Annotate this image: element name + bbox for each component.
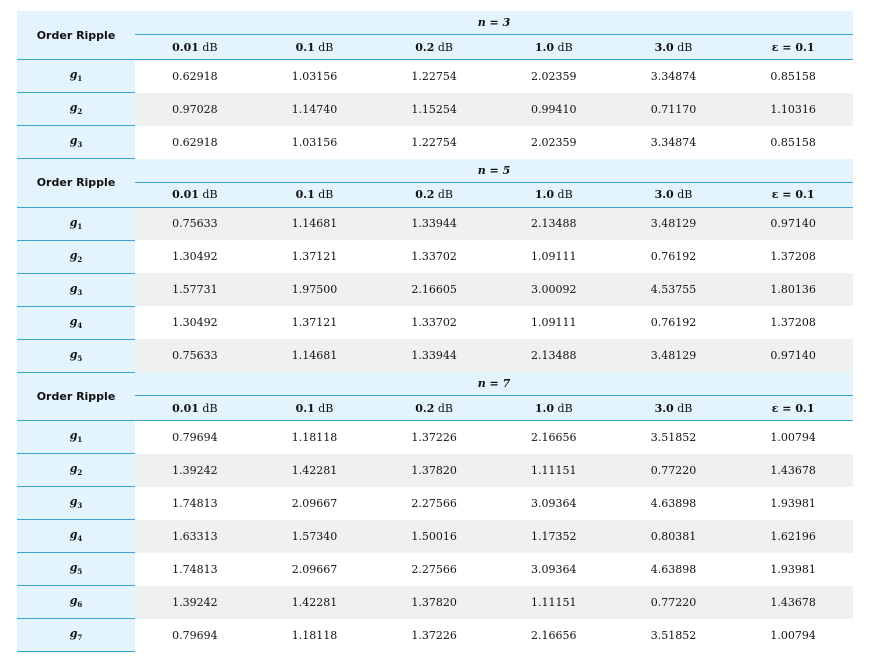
chebyshev-coefficient-table	[17, 11, 853, 652]
coefficient-cell: 2.13488	[494, 339, 614, 372]
coefficient-cell: 0.77220	[614, 586, 734, 619]
column-header-unit: dB	[314, 40, 334, 54]
coefficient-cell: 1.62196	[733, 520, 853, 553]
coefficient-cell: 1.50016	[374, 520, 494, 553]
table-row	[17, 60, 853, 93]
row-label	[17, 487, 135, 520]
column-header-unit: dB	[554, 40, 573, 54]
coefficient-cell: 0.77220	[614, 454, 734, 487]
coefficient-cell: 1.17352	[494, 520, 614, 553]
coefficient-cell: 3.48129	[614, 339, 734, 372]
row-label-index: 7	[77, 633, 83, 643]
column-header-value: 0.2	[415, 188, 435, 201]
column-header-unit: dB	[314, 401, 334, 415]
column-header-value: 3.0	[654, 188, 674, 201]
coefficient-cell: 1.30492	[135, 240, 255, 273]
coefficient-cell: 0.75633	[135, 207, 255, 240]
coefficient-cell: 2.02359	[494, 60, 614, 93]
table-row	[17, 339, 853, 372]
row-label-symbol: g	[69, 528, 78, 542]
coefficient-cell: 0.71170	[614, 93, 734, 126]
row-label-symbol: g	[69, 462, 78, 476]
column-header-row	[17, 396, 853, 421]
row-label-index: 6	[77, 600, 83, 610]
coefficient-cell: 1.42281	[255, 586, 375, 619]
coefficient-cell: 1.57731	[135, 273, 255, 306]
column-header	[733, 35, 853, 60]
coefficient-cell: 1.43678	[733, 586, 853, 619]
coefficient-cell: 0.79694	[135, 619, 255, 652]
section-title-row	[17, 11, 853, 35]
column-header-value: 1.0	[534, 401, 555, 415]
table-row	[17, 93, 853, 126]
coefficient-cell: 1.14740	[255, 93, 375, 126]
section-title: n = 7	[135, 372, 853, 396]
table-row	[17, 619, 853, 652]
coefficient-cell: 2.02359	[494, 126, 614, 159]
coefficient-cell: 3.34874	[614, 126, 734, 159]
table-row	[17, 421, 853, 454]
row-label-index: 4	[77, 321, 83, 331]
coefficient-cell: 1.22754	[374, 60, 494, 93]
coefficient-cell: 2.16656	[494, 421, 614, 454]
column-header-unit: dB	[198, 188, 218, 201]
row-label	[17, 454, 135, 487]
row-label	[17, 273, 135, 306]
row-label-index: 2	[77, 107, 83, 117]
column-header	[135, 182, 255, 207]
coefficient-cell: 3.51852	[614, 421, 734, 454]
coefficient-cell: 1.00794	[733, 619, 853, 652]
coefficient-cell: 2.16605	[374, 273, 494, 306]
column-header-unit: dB	[673, 40, 693, 54]
coefficient-cell: 3.09364	[494, 553, 614, 586]
section-title: n = 5	[135, 159, 853, 183]
column-header-value: 0.1	[295, 401, 315, 415]
coefficient-cell: 2.13488	[494, 207, 614, 240]
coefficient-cell: 4.53755	[614, 273, 734, 306]
row-label-symbol: g	[69, 101, 78, 115]
coefficient-cell: 1.57340	[255, 520, 375, 553]
column-header-unit: dB	[554, 401, 573, 415]
coefficient-cell: 2.09667	[255, 553, 375, 586]
coefficient-cell: 1.42281	[255, 454, 375, 487]
order-ripple-label: Order Ripple	[17, 11, 135, 60]
coefficient-cell: 0.62918	[135, 126, 255, 159]
column-header-value: 0.01	[172, 401, 199, 415]
row-label-symbol: g	[69, 248, 78, 262]
row-label-symbol: g	[69, 215, 78, 229]
coefficient-cell: 1.39242	[135, 454, 255, 487]
column-header-value: 0.01	[172, 40, 199, 54]
table-row	[17, 126, 853, 159]
coefficient-cell: 0.85158	[733, 60, 853, 93]
row-label-index: 1	[77, 222, 83, 232]
row-label	[17, 619, 135, 652]
coefficient-cell: 1.33944	[374, 339, 494, 372]
section-title-row	[17, 159, 853, 183]
coefficient-cell: 1.22754	[374, 126, 494, 159]
row-label-symbol: g	[69, 429, 78, 443]
coefficient-cell: 1.00794	[733, 421, 853, 454]
column-header	[374, 35, 494, 60]
column-header	[135, 396, 255, 421]
column-header	[374, 396, 494, 421]
column-header-value: ε = 0.1	[771, 188, 815, 201]
coefficient-cell: 0.62918	[135, 60, 255, 93]
table-row	[17, 586, 853, 619]
section-title: n = 3	[135, 11, 853, 35]
row-label-symbol: g	[69, 314, 78, 328]
section-title-row	[17, 372, 853, 396]
coefficient-cell: 3.51852	[614, 619, 734, 652]
coefficient-cell: 1.09111	[494, 240, 614, 273]
column-header-row	[17, 182, 853, 207]
column-header-value: 1.0	[534, 40, 555, 54]
table-row	[17, 273, 853, 306]
coefficient-cell: 1.14681	[255, 207, 375, 240]
column-header	[374, 182, 494, 207]
row-label-symbol: g	[69, 495, 78, 509]
coefficient-cell: 1.37820	[374, 454, 494, 487]
row-label-index: 3	[77, 288, 83, 298]
row-label-symbol: g	[69, 134, 78, 148]
coefficient-cell: 0.76192	[614, 240, 734, 273]
coefficient-cell: 2.09667	[255, 487, 375, 520]
coefficient-cell: 1.93981	[733, 553, 853, 586]
coefficient-cell: 1.97500	[255, 273, 375, 306]
table-row	[17, 306, 853, 339]
column-header	[135, 35, 255, 60]
coefficient-cell: 1.39242	[135, 586, 255, 619]
column-header-value: ε = 0.1	[771, 40, 815, 54]
coefficient-cell: 0.85158	[733, 126, 853, 159]
column-header-unit: dB	[434, 40, 454, 54]
coefficient-cell: 1.18118	[255, 421, 375, 454]
coefficient-cell: 1.37226	[374, 421, 494, 454]
column-header-unit: dB	[434, 401, 454, 415]
coefficient-cell: 4.63898	[614, 487, 734, 520]
column-header-value: 3.0	[654, 401, 674, 415]
coefficient-cell: 1.30492	[135, 306, 255, 339]
table-row	[17, 520, 853, 553]
column-header	[614, 396, 734, 421]
coefficient-cell: 1.33944	[374, 207, 494, 240]
row-label-index: 3	[77, 140, 83, 150]
coefficient-cell: 4.63898	[614, 553, 734, 586]
coefficient-cell: 1.93981	[733, 487, 853, 520]
table-row	[17, 240, 853, 273]
row-label-index: 3	[77, 501, 83, 511]
coefficient-cell: 0.99410	[494, 93, 614, 126]
column-header-value: 1.0	[534, 188, 555, 201]
row-label	[17, 126, 135, 159]
coefficient-cell: 1.33702	[374, 306, 494, 339]
column-header-unit: dB	[314, 188, 334, 201]
row-label	[17, 240, 135, 273]
row-label-index: 1	[77, 74, 83, 84]
coefficient-cell: 1.33702	[374, 240, 494, 273]
coefficient-cell: 0.76192	[614, 306, 734, 339]
row-label-symbol: g	[69, 561, 78, 575]
coefficient-cell: 1.15254	[374, 93, 494, 126]
column-header-unit: dB	[673, 401, 693, 415]
coefficient-cell: 0.97028	[135, 93, 255, 126]
row-label-index: 2	[77, 255, 83, 265]
coefficient-cell: 1.37208	[733, 240, 853, 273]
coefficient-cell: 1.74813	[135, 553, 255, 586]
table-row	[17, 454, 853, 487]
row-label	[17, 339, 135, 372]
coefficient-cell: 0.75633	[135, 339, 255, 372]
table-row	[17, 207, 853, 240]
row-label-symbol: g	[69, 594, 78, 608]
coefficient-cell: 2.16656	[494, 619, 614, 652]
coefficient-cell: 2.27566	[374, 487, 494, 520]
column-header-value: 0.2	[415, 40, 435, 54]
row-label-symbol: g	[69, 347, 78, 361]
column-header-unit: dB	[554, 188, 573, 201]
coefficient-cell: 1.09111	[494, 306, 614, 339]
coefficient-cell: 3.09364	[494, 487, 614, 520]
coefficient-cell: 1.37208	[733, 306, 853, 339]
column-header	[614, 35, 734, 60]
row-label-index: 5	[77, 354, 83, 364]
column-header-unit: dB	[198, 401, 218, 415]
row-label	[17, 553, 135, 586]
row-label	[17, 93, 135, 126]
coefficient-cell: 0.97140	[733, 207, 853, 240]
coefficient-cell: 1.63313	[135, 520, 255, 553]
row-label-symbol: g	[69, 281, 78, 295]
coefficient-cell: 3.00092	[494, 273, 614, 306]
column-header	[494, 396, 614, 421]
coefficient-cell: 1.43678	[733, 454, 853, 487]
row-label-index: 5	[77, 567, 83, 577]
column-header	[255, 35, 375, 60]
coefficient-cell: 1.10316	[733, 93, 853, 126]
coefficient-cell: 1.80136	[733, 273, 853, 306]
column-header-row	[17, 35, 853, 60]
column-header	[494, 182, 614, 207]
coefficient-cell: 3.34874	[614, 60, 734, 93]
order-ripple-label: Order Ripple	[17, 159, 135, 208]
table-row	[17, 487, 853, 520]
coefficient-cell: 1.37226	[374, 619, 494, 652]
column-header-value: 3.0	[654, 40, 674, 54]
column-header-value: 0.2	[415, 401, 435, 415]
row-label-index: 1	[77, 435, 83, 445]
column-header	[733, 396, 853, 421]
column-header	[614, 182, 734, 207]
coefficient-cell: 1.37820	[374, 586, 494, 619]
column-header-unit: dB	[198, 40, 218, 54]
coefficient-cell: 1.11151	[494, 454, 614, 487]
table-body	[17, 11, 853, 652]
column-header-value: 0.01	[172, 188, 199, 201]
coefficient-cell: 1.03156	[255, 126, 375, 159]
column-header	[733, 182, 853, 207]
row-label	[17, 520, 135, 553]
column-header-value: ε = 0.1	[771, 401, 815, 415]
row-label	[17, 306, 135, 339]
column-header-value: 0.1	[295, 40, 315, 54]
coefficient-cell: 1.14681	[255, 339, 375, 372]
coefficient-cell: 1.74813	[135, 487, 255, 520]
row-label	[17, 421, 135, 454]
coefficient-cell: 0.80381	[614, 520, 734, 553]
row-label-index: 4	[77, 534, 83, 544]
coefficient-cell: 0.97140	[733, 339, 853, 372]
coefficient-cell: 1.37121	[255, 240, 375, 273]
row-label	[17, 586, 135, 619]
table-row	[17, 553, 853, 586]
column-header-unit: dB	[434, 188, 454, 201]
column-header	[494, 35, 614, 60]
coefficient-cell: 1.37121	[255, 306, 375, 339]
column-header	[255, 396, 375, 421]
coefficient-cell: 1.11151	[494, 586, 614, 619]
coefficient-cell: 2.27566	[374, 553, 494, 586]
row-label	[17, 60, 135, 93]
row-label	[17, 207, 135, 240]
column-header-value: 0.1	[295, 188, 315, 201]
order-ripple-label: Order Ripple	[17, 372, 135, 421]
coefficient-cell: 0.79694	[135, 421, 255, 454]
coefficient-cell: 1.18118	[255, 619, 375, 652]
row-label-index: 2	[77, 468, 83, 478]
column-header	[255, 182, 375, 207]
row-label-symbol: g	[69, 627, 78, 641]
column-header-unit: dB	[673, 188, 693, 201]
coefficient-cell: 3.48129	[614, 207, 734, 240]
row-label-symbol: g	[69, 68, 78, 82]
coefficient-cell: 1.03156	[255, 60, 375, 93]
